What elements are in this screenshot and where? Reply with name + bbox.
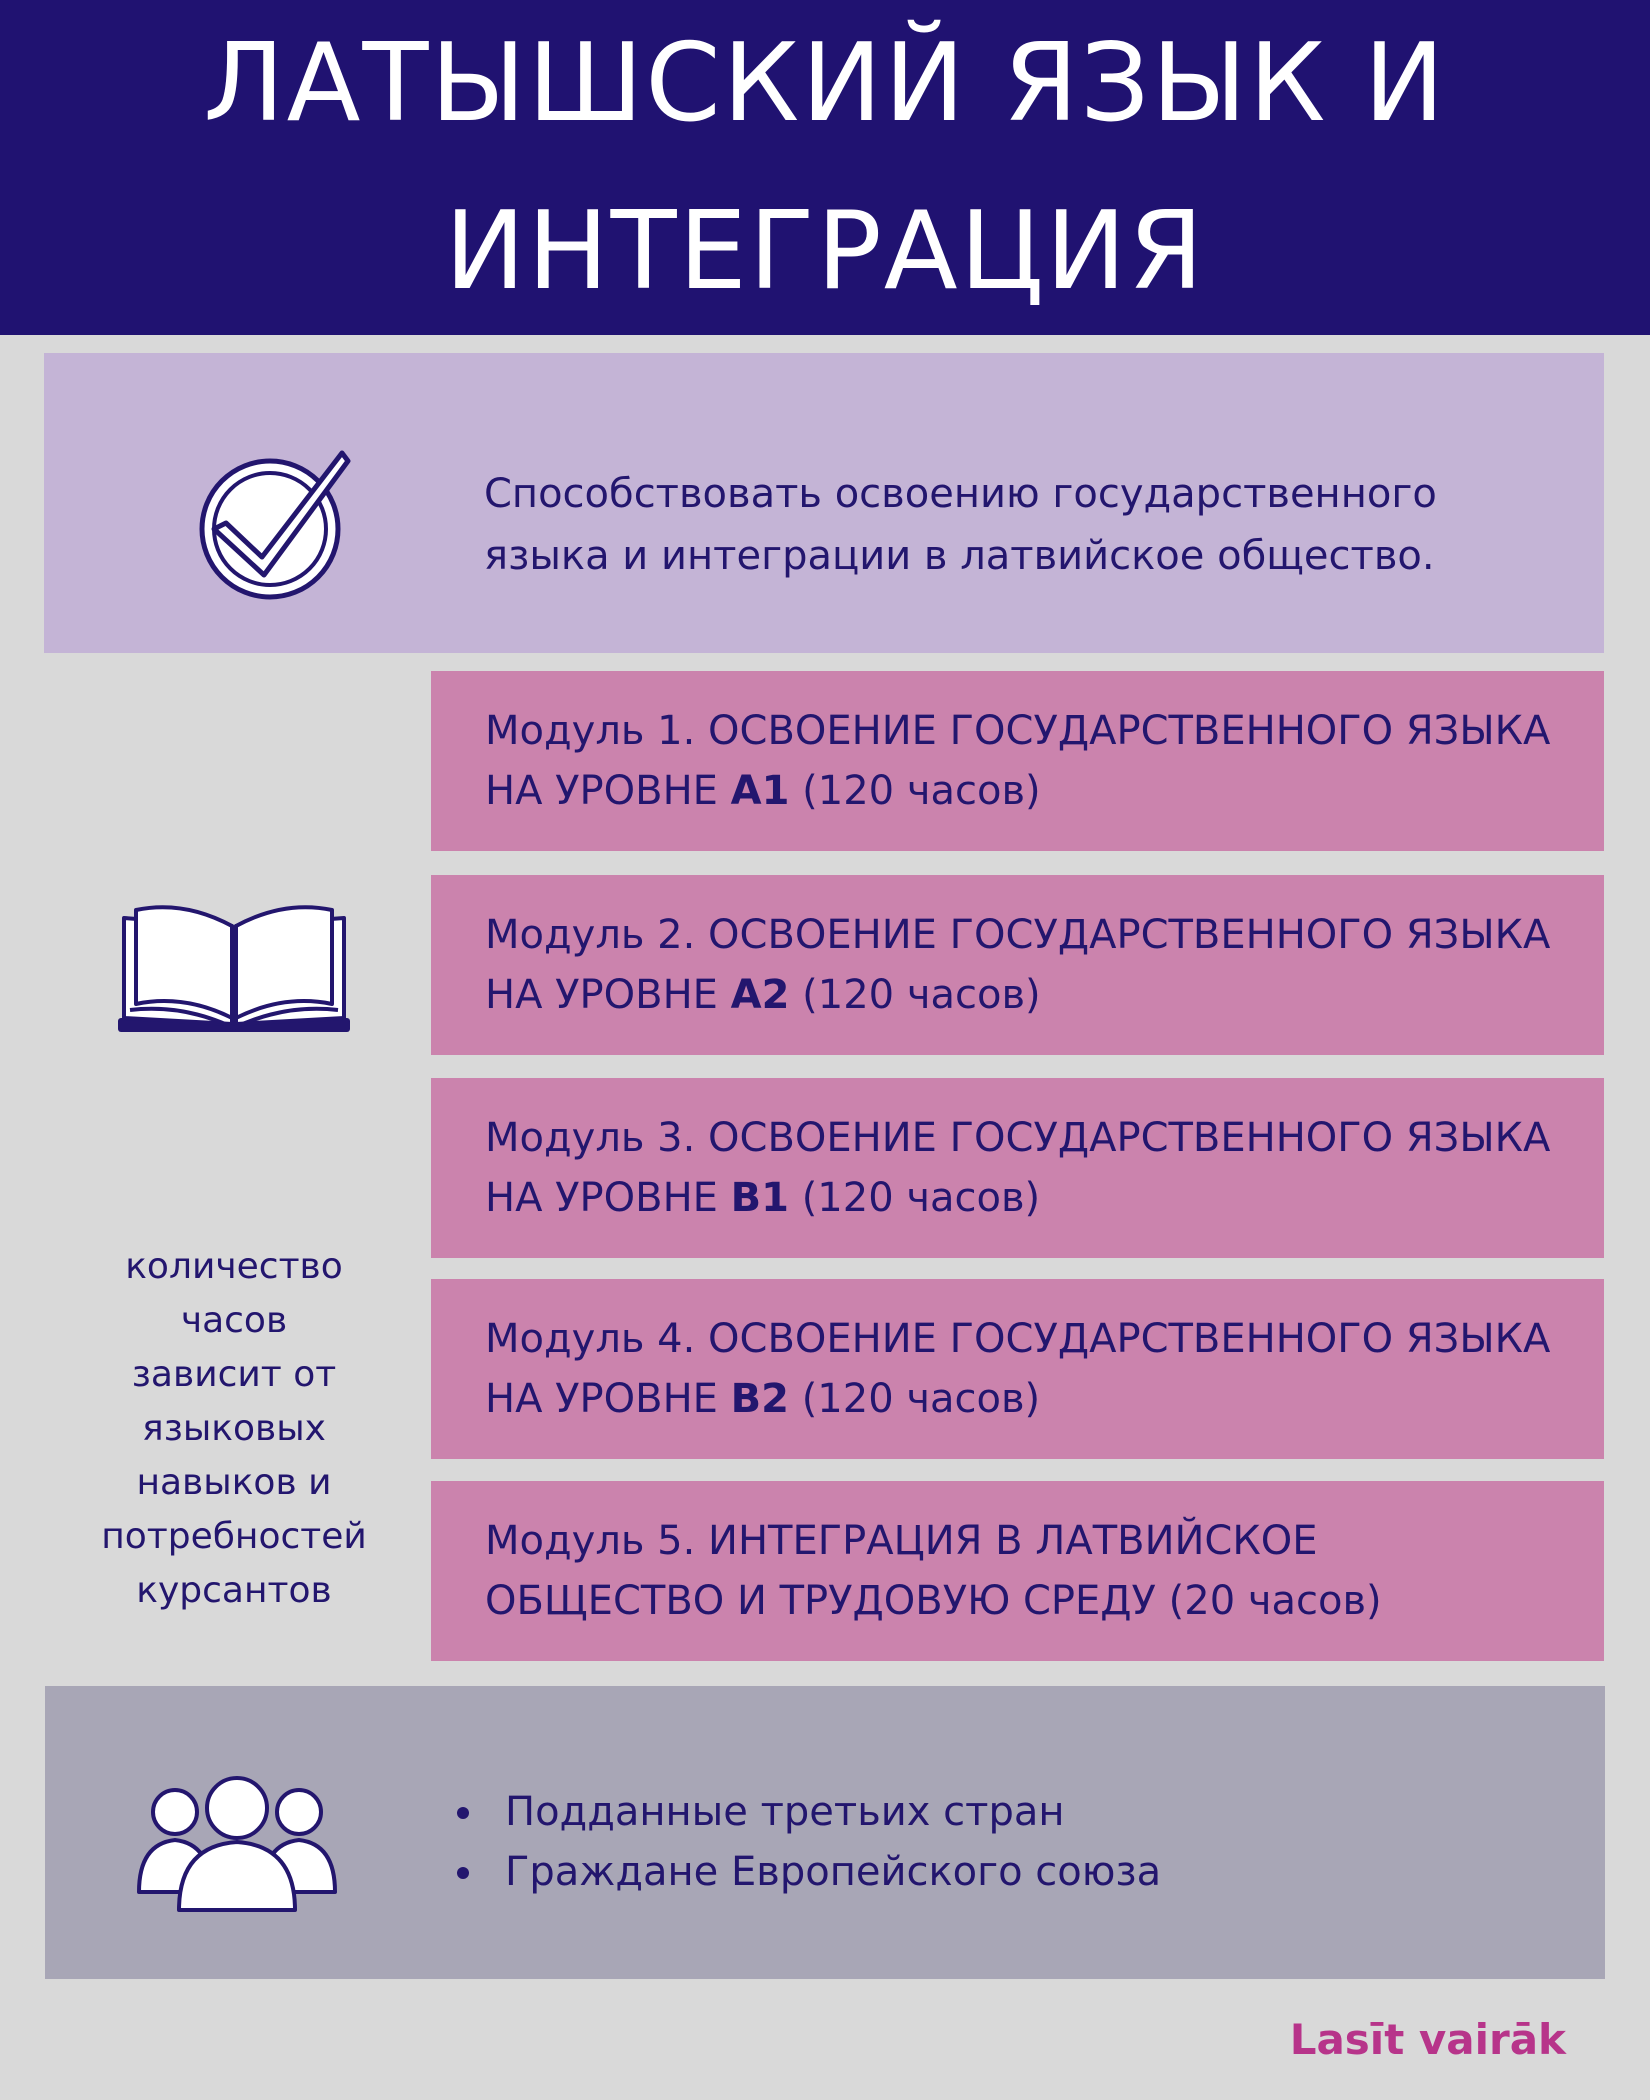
hours-note-line: навыков и <box>136 1462 332 1503</box>
page-title-line-2: ИНТЕГРАЦИЯ <box>444 188 1206 314</box>
hours-note-line: количество <box>125 1246 343 1287</box>
module-card-4 <box>431 1279 1604 1459</box>
module-title: Модуль 4. ОСВОЕНИЕ ГОСУДАРСТВЕННОГО ЯЗЫКА <box>485 1316 1551 1362</box>
goal-text-line-2: языка и интеграции в латвийское общество. <box>484 533 1435 579</box>
module-level-line <box>485 761 1584 821</box>
module-level-code: A1 <box>730 768 790 814</box>
module-level-prefix: НА УРОВНЕ <box>485 1175 731 1221</box>
hours-note-line: часов <box>180 1300 288 1341</box>
check-circle-icon <box>192 445 352 605</box>
goal-text <box>484 463 1544 587</box>
module-hours: (120 часов) <box>788 1376 1041 1422</box>
hours-note-line: потребностей <box>101 1516 367 1557</box>
module-card-3 <box>431 1078 1604 1258</box>
module-level-line <box>485 965 1584 1025</box>
module-level-prefix: НА УРОВНЕ <box>485 972 731 1018</box>
audience-item: Граждане Европейского союза <box>455 1842 1161 1902</box>
hours-note-line: зависит от <box>131 1354 337 1395</box>
module-card-2 <box>431 875 1604 1055</box>
module-title: Модуль 3. ОСВОЕНИЕ ГОСУДАРСТВЕННОГО ЯЗЫКА <box>485 1115 1551 1161</box>
audience-list <box>455 1782 1161 1902</box>
module-level-code: A2 <box>730 972 790 1018</box>
hours-note <box>84 1240 384 1618</box>
module-level-line <box>485 1168 1584 1228</box>
module-title: Модуль 1. ОСВОЕНИЕ ГОСУДАРСТВЕННОГО ЯЗЫКА <box>485 708 1551 754</box>
hours-note-line: курсантов <box>136 1570 332 1611</box>
module-hours: (120 часов) <box>788 1175 1041 1221</box>
audience-panel <box>45 1686 1605 1979</box>
module-hours: (120 часов) <box>789 972 1041 1018</box>
module-level-code: B1 <box>730 1175 789 1221</box>
module-level-prefix: НА УРОВНЕ <box>485 768 731 814</box>
module-card-5 <box>431 1481 1604 1661</box>
module-hours: (120 часов) <box>789 768 1041 814</box>
module-level-line <box>485 1369 1584 1429</box>
module-title: Модуль 5. ИНТЕГРАЦИЯ В ЛАТВИЙСКОЕ <box>485 1518 1318 1564</box>
open-book-icon <box>114 900 354 1040</box>
hours-note-line: языковых <box>142 1408 326 1449</box>
goal-text-line-1: Способствовать освоению государственного <box>484 471 1437 517</box>
page-header <box>0 0 1650 335</box>
group-people-icon <box>137 1774 337 1914</box>
read-more-link[interactable]: Lasīt vairāk <box>1289 2015 1566 2064</box>
module-title-line-2: ОБЩЕСТВО И ТРУДОВУЮ СРЕДУ (20 часов) <box>485 1578 1382 1624</box>
audience-item: Подданные третьих стран <box>455 1782 1161 1842</box>
goal-panel <box>44 353 1604 653</box>
module-level-code: B2 <box>730 1376 789 1422</box>
module-card-1 <box>431 671 1604 851</box>
module-level-prefix: НА УРОВНЕ <box>485 1376 731 1422</box>
module-title: Модуль 2. ОСВОЕНИЕ ГОСУДАРСТВЕННОГО ЯЗЫКА <box>485 912 1551 958</box>
page-title-line-1: ЛАТЫШСКИЙ ЯЗЫК И <box>203 20 1447 146</box>
